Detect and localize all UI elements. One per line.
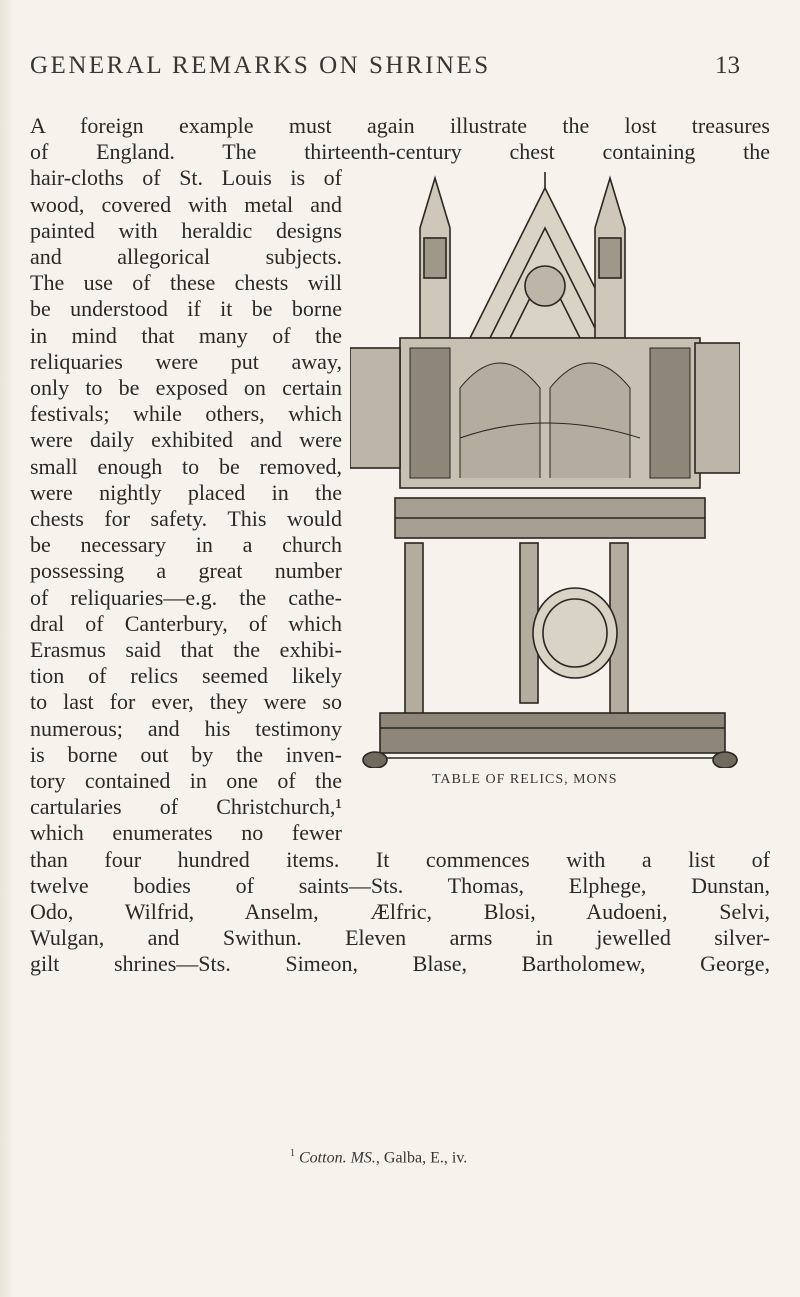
figure-caption: TABLE OF RELICS, MONS — [432, 772, 618, 787]
text-line: cartularies of Christchurch,¹ — [30, 794, 342, 820]
text-line: Wulgan, and Swithun. Eleven arms in jewelled silver- — [30, 925, 770, 951]
text-line: than four hundred items. It commences with a list of — [30, 846, 770, 872]
text-line: A foreign example must again illustrate the lost treasures — [30, 113, 770, 138]
text-line: tory contained in one of the — [30, 768, 342, 793]
text-line: The use of these chests will — [30, 270, 342, 296]
left-pinnacle — [420, 178, 450, 338]
text-line: is borne out by the inven- — [30, 741, 342, 767]
text-line: reliquaries were put away, — [30, 348, 342, 374]
text-line: of reliquaries—e.g. the cathe- — [30, 584, 342, 610]
text-line: were daily exhibited and were — [30, 427, 342, 453]
footnote-source: Cotton. MS. — [299, 1149, 376, 1167]
footnote-rest: , Galba, E., iv. — [375, 1149, 468, 1167]
text-line: chests for safety. This would — [30, 506, 342, 531]
text-line: and allegorical subjects. — [30, 244, 342, 269]
text-line: were nightly placed in the — [30, 479, 342, 505]
text-line: tion of relics seemed likely — [30, 663, 342, 689]
text-line: festivals; while others, which — [30, 401, 342, 427]
text-line: in mind that many of the — [30, 322, 342, 348]
text-line: be necessary in a church — [30, 532, 342, 558]
text-line: only to be exposed on certain — [30, 375, 342, 400]
lower-table-board — [380, 713, 725, 753]
text-line: which enumerates no fewer — [30, 820, 342, 846]
text-line: small enough to be removed, — [30, 453, 342, 479]
text-line: painted with heraldic designs — [30, 217, 342, 243]
page-gutter-shadow — [0, 0, 14, 1297]
right-pinnacle — [595, 178, 625, 338]
text-line: of England. The thirteenth-century chest containing the — [30, 139, 770, 165]
footnote-marker: 1 — [290, 1148, 295, 1159]
text-line: Erasmus said that the exhibi- — [30, 637, 342, 662]
text-line: gilt shrines—Sts. Simeon, Blase, Bartholomew, George, — [30, 951, 770, 977]
text-line: to last for ever, they were so — [30, 689, 342, 715]
text-line: Odo, Wilfrid, Anselm, Ælfric, Blosi, Audoeni, Selvi, — [30, 899, 770, 924]
footnote — [290, 1148, 467, 1167]
page-number: 13 — [715, 52, 740, 79]
text-line: possessing a great number — [30, 558, 342, 584]
text-line: dral of Canterbury, of which — [30, 610, 342, 636]
text-line: hair-cloths of St. Louis is of — [30, 165, 342, 191]
running-head — [30, 52, 770, 80]
text-line: wood, covered with metal and — [30, 191, 342, 217]
text-line: be understood if it be borne — [30, 296, 342, 322]
running-head-title: GENERAL REMARKS ON SHRINES — [30, 52, 491, 79]
table-of-relics-illustration — [350, 168, 740, 768]
text-line: twelve bodies of saints—Sts. Thomas, Elphege, Dunstan, — [30, 872, 770, 898]
text-line: numerous; and his testimony — [30, 715, 342, 741]
